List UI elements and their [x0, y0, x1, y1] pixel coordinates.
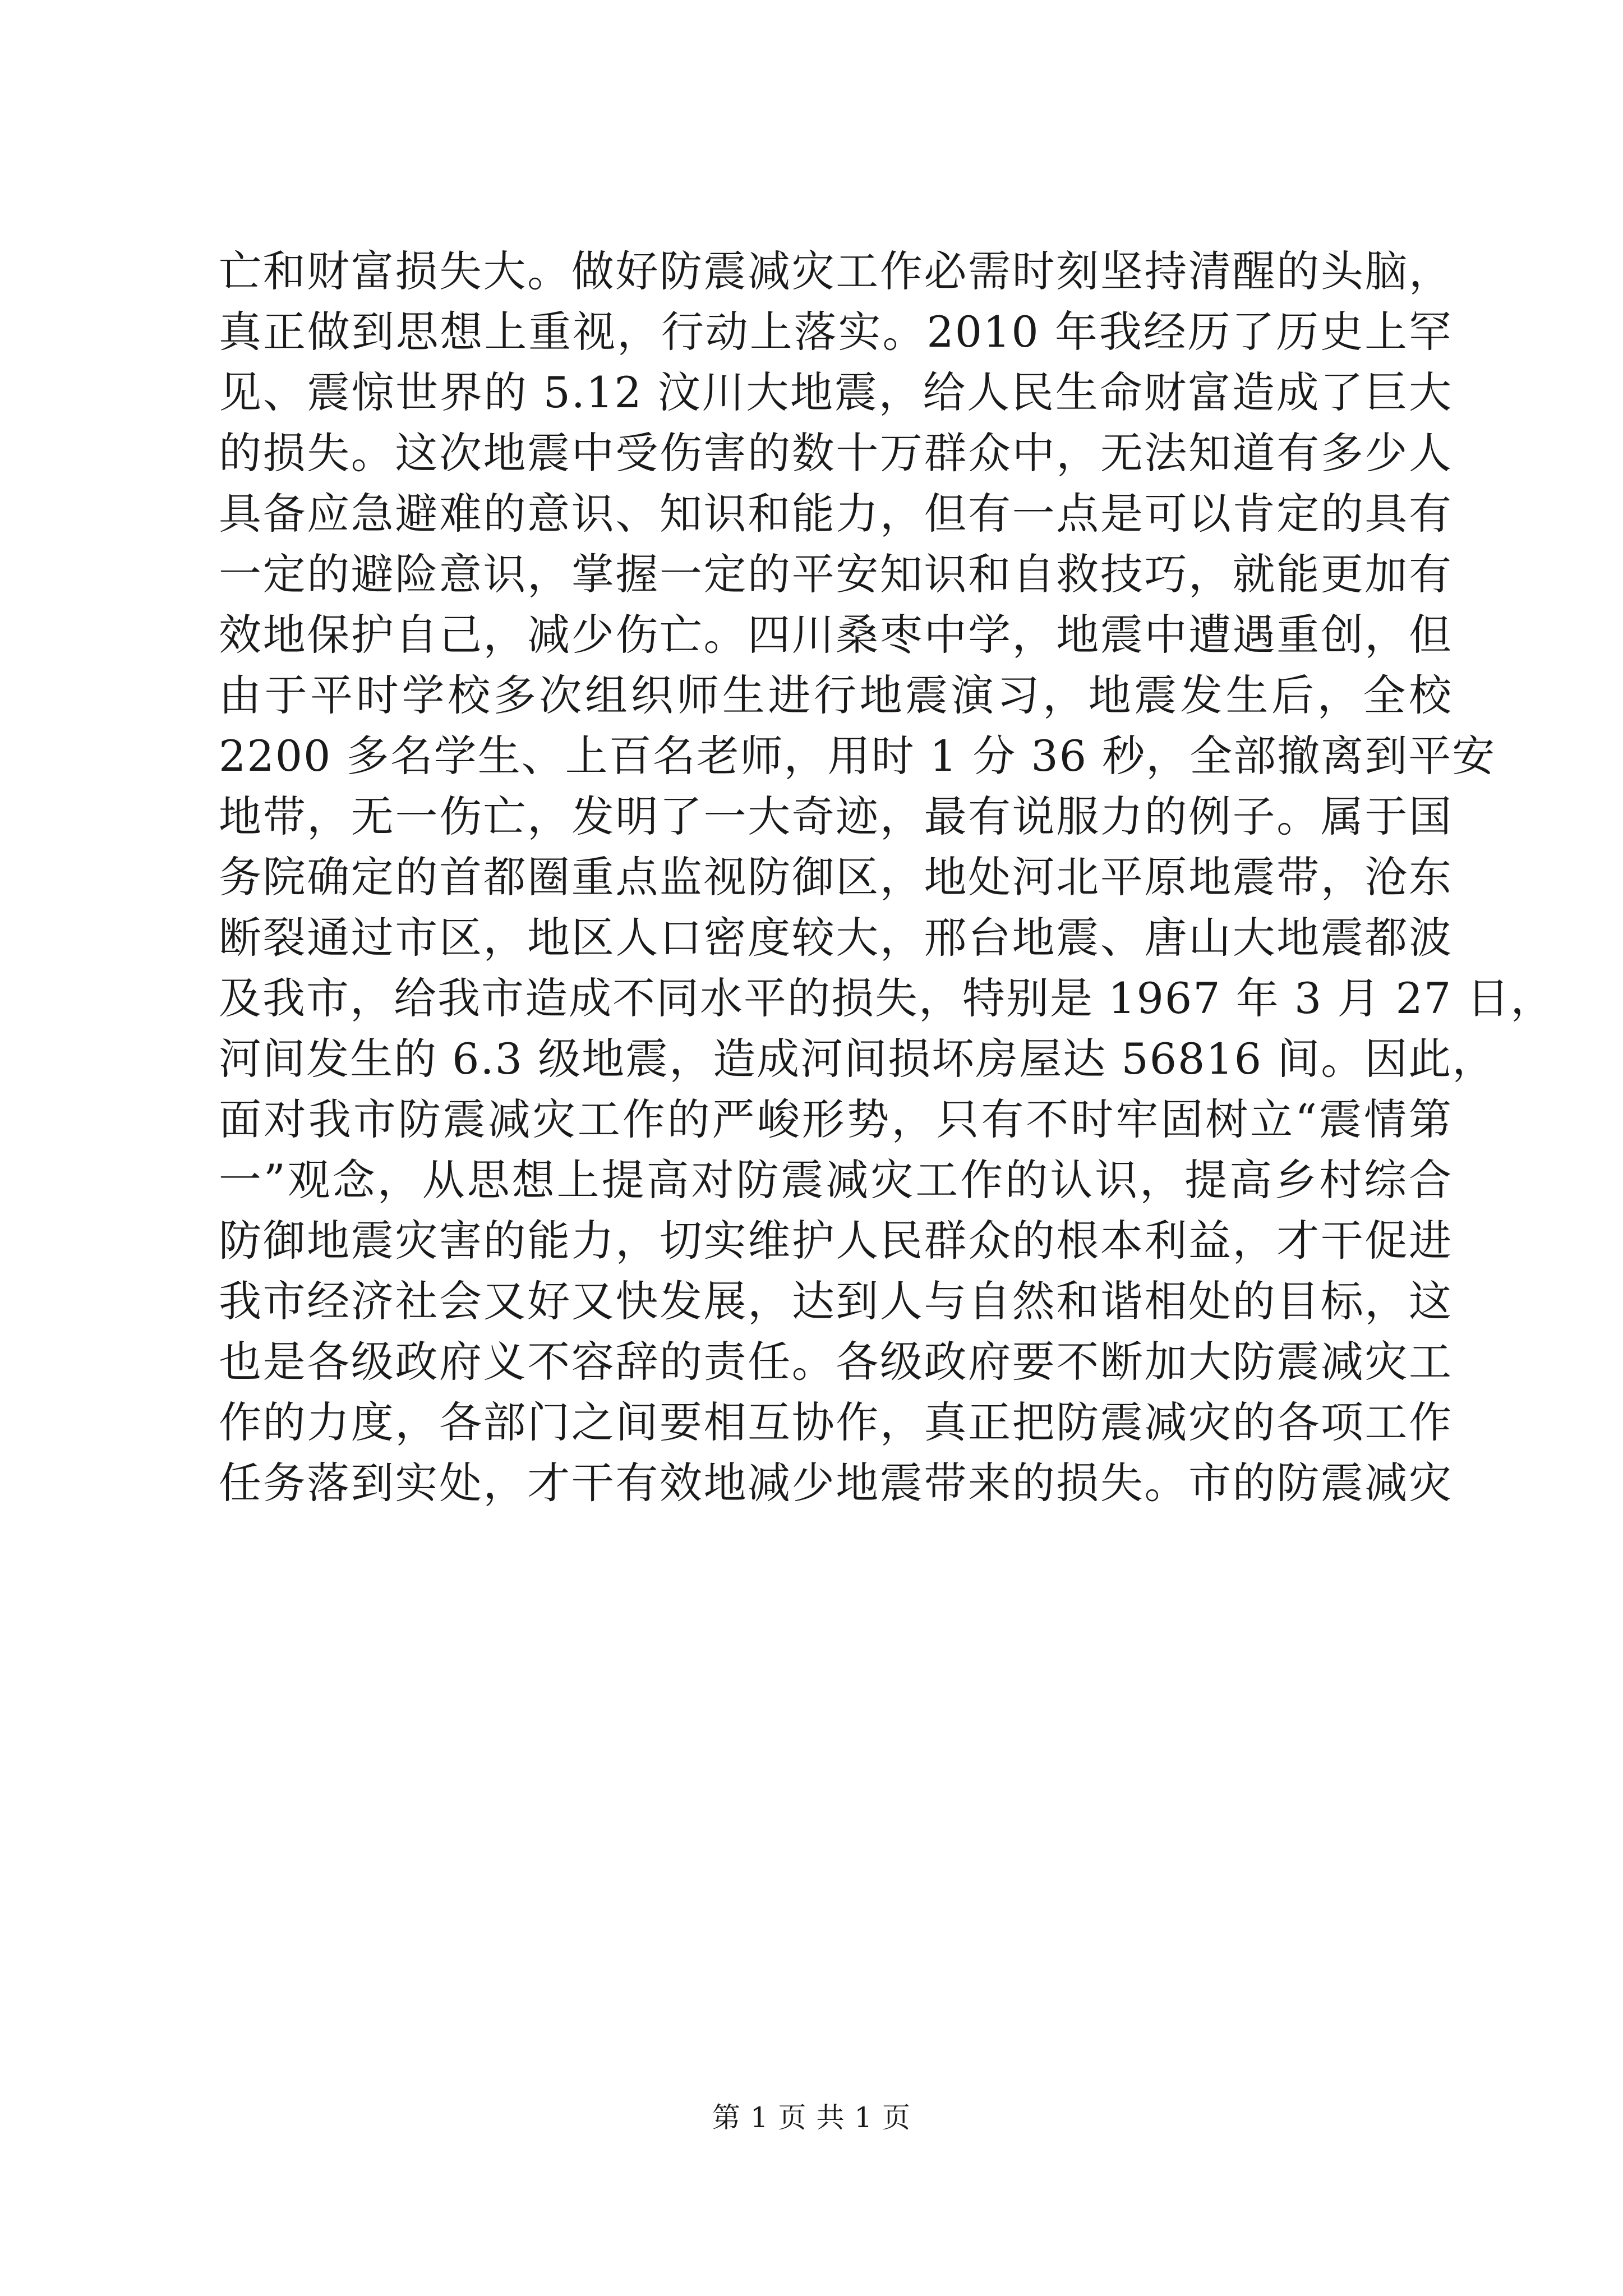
- text-line: 面对我市防震减灾工作的严峻形势，只有不时牢固树立“震情第: [219, 1094, 1453, 1144]
- text-line: 的损失。这次地震中受伤害的数十万群众中，无法知道有多少人: [219, 428, 1453, 478]
- text-line: 地带，无一伤亡，发明了一大奇迹，最有说服力的例子。属于国: [219, 792, 1453, 841]
- text-line: 一定的避险意识，掌握一定的平安知识和自救技巧，就能更加有: [219, 549, 1453, 599]
- text-line: 具备应急避难的意识、知识和能力，但有一点是可以肯定的具有: [219, 489, 1453, 539]
- page-number-label: 第 1 页 共 1 页: [712, 2101, 911, 2134]
- text-line: 也是各级政府义不容辞的责任。各级政府要不断加大防震减灾工: [219, 1337, 1453, 1387]
- text-line: 河间发生的 6.3 级地震，造成河间损坏房屋达 56816 间。因此，: [219, 1034, 1496, 1084]
- text-line: 真正做到思想上重视，行动上落实。2010 年我经历了历史上罕: [219, 307, 1453, 357]
- text-line: 我市经济社会又好又快发展，达到人与自然和谐相处的目标，这: [219, 1276, 1453, 1326]
- text-line: 亡和财富损失大。做好防震减灾工作必需时刻坚持清醒的头脑，: [219, 246, 1453, 296]
- text-line: 及我市，给我市造成不同水平的损失，特别是 1967 年 3 月 27 日，: [219, 973, 1555, 1023]
- text-line: 由于平时学校多次组织师生进行地震演习，地震发生后，全校: [219, 670, 1453, 720]
- text-line: 见、震惊世界的 5.12 汶川大地震，给人民生命财富造成了巨大: [219, 367, 1453, 417]
- page-footer: [0, 2101, 1623, 2134]
- body-paragraph: [219, 241, 1555, 1513]
- text-line: 效地保护自己，减少伤亡。四川桑枣中学，地震中遭遇重创，但: [219, 610, 1453, 660]
- text-line: 断裂通过市区，地区人口密度较大，邢台地震、唐山大地震都波: [219, 913, 1453, 963]
- text-line: 2200 多名学生、上百名老师，用时 1 分 36 秒，全部撤离到平安: [219, 731, 1496, 781]
- text-line: 任务落到实处，才干有效地减少地震带来的损失。市的防震减灾: [219, 1458, 1453, 1508]
- text-line: 一”观念，从思想上提高对防震减灾工作的认识，提高乡村综合: [219, 1155, 1453, 1205]
- text-line: 作的力度，各部门之间要相互协作，真正把防震减灾的各项工作: [219, 1397, 1453, 1447]
- text-line: 防御地震灾害的能力，切实维护人民群众的根本利益，才干促进: [219, 1216, 1453, 1266]
- text-line: 务院确定的首都圈重点监视防御区，地处河北平原地震带，沧东: [219, 852, 1453, 902]
